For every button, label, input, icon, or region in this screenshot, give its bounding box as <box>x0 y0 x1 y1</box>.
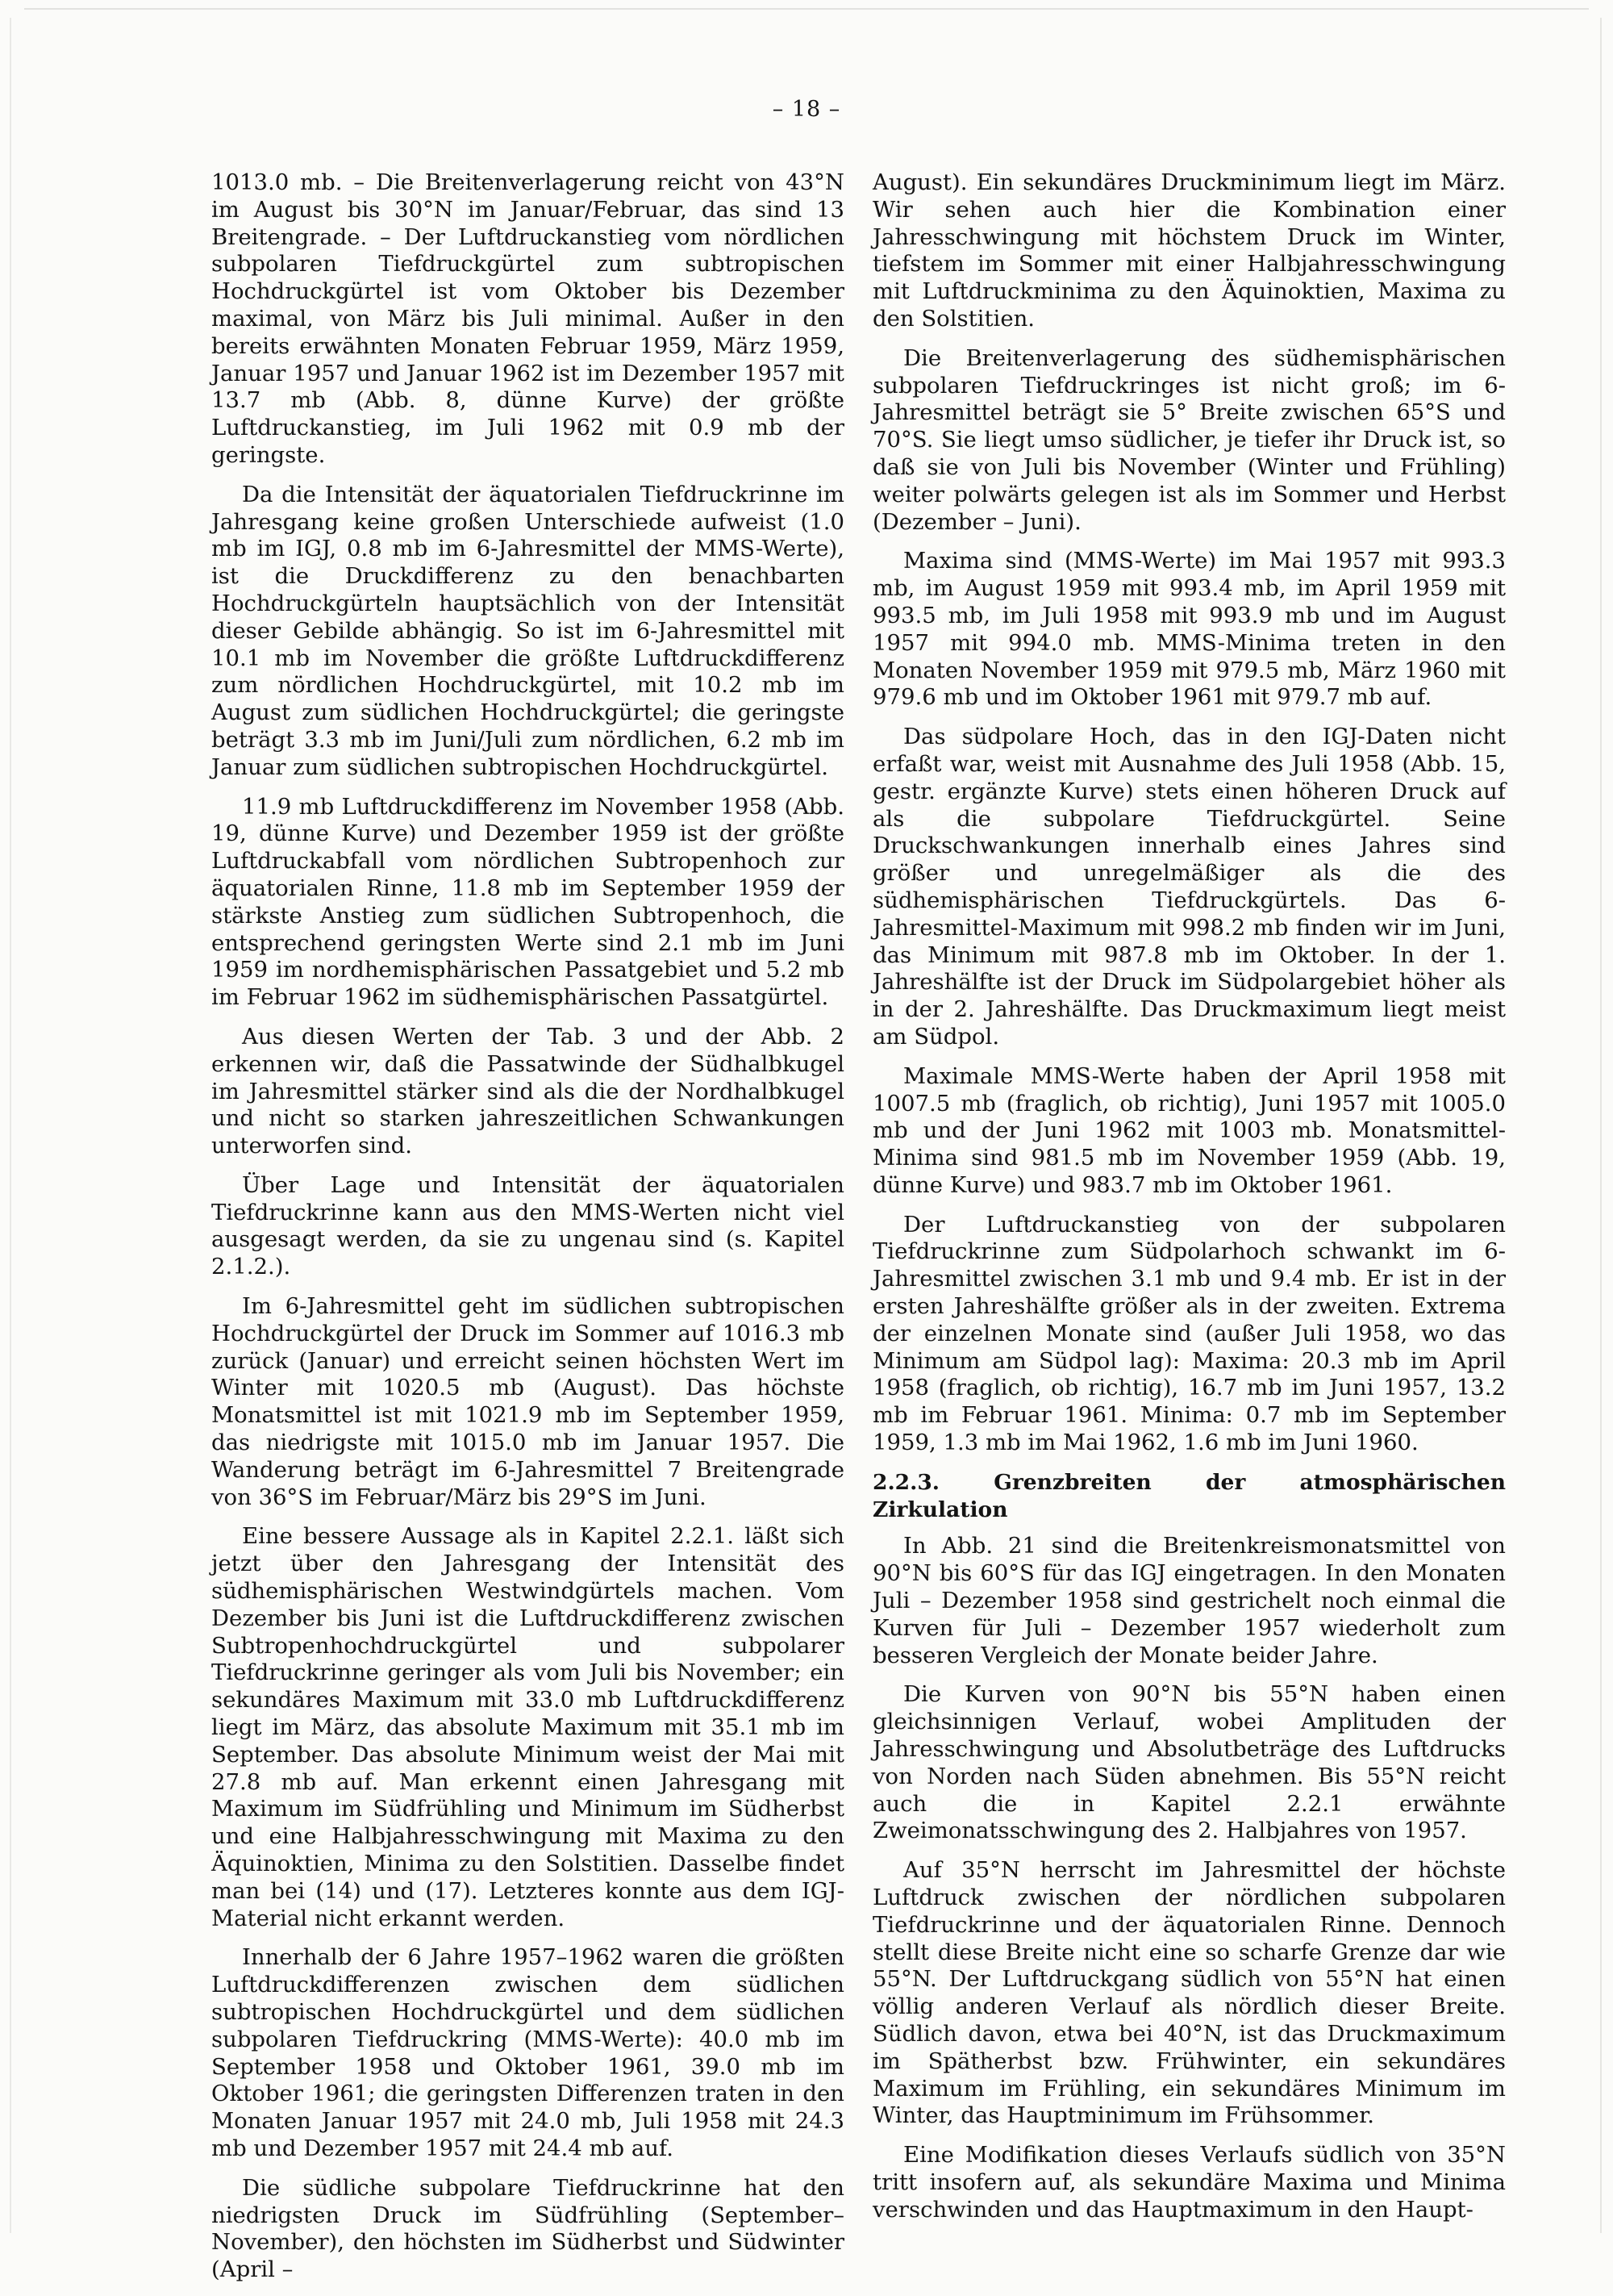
paragraph: Der Luftdruckanstieg von der subpolaren Tiefdruckrinne zum Südpolarhoch schwankt im 6-Jahresmittel zwischen 3.1 mb und 9.4 mb. Er ist in der ersten Jahreshälfte größer als in der zweiten. Extrema der einzelnen Monate sind (außer Juli 1958, wo das Minimum am Südpol lag): Maxima: 20.3 mb im April 1958 (fraglich, ob richtig), 16.7 mb im Juni 1957, 13.2 mb im Februar 1961. Minima: 0.7 mb im September 1959, 1.3 mb im Mai 1962, 1.6 mb im Juni 1960. <box>873 1211 1506 1456</box>
paragraph: 11.9 mb Luftdruckdifferenz im November 1958 (Abb. 19, dünne Kurve) und Dezember 1959 ist der größte Luftdruckabfall vom nördlichen Subtropenhoch zur äquatorialen Rinne, 11.8 mb im September 1959 der stärkste Anstieg zum südlichen Subtropenhoch, die entsprechend geringsten Werte sind 2.1 mb im Juni 1959 im nordhemisphärischen Passatgebiet und 5.2 mb im Februar 1962 im südhemisphärischen Passatgürtel. <box>211 793 844 1011</box>
paragraph: Maximale MMS-Werte haben der April 1958 mit 1007.5 mb (fraglich, ob richtig), Juni 1957 mit 1005.0 mb und der Juni 1962 mit 1003 mb. Monatsmittel-Minima sind 981.5 mb im November 1959 (Abb. 19, dünne Kurve) und 983.7 mb im Oktober 1961. <box>873 1062 1506 1198</box>
paragraph: Auf 35°N herrscht im Jahresmittel der höchste Luftdruck zwischen der nördlichen subpolaren Tiefdruckrinne und der äquatorialen Rinne. Dennoch stellt diese Breite nicht eine so scharfe Grenze dar wie 55°N. Der Luftdruckgang südlich von 55°N hat einen völlig anderen Verlauf als nördlich dieser Breite. Südlich davon, etwa bei 40°N, ist das Druckmaximum im Spätherbst bzw. Frühwinter, ein sekundäres Maximum im Frühling, ein sekundäres Minimum im Winter, das Hauptminimum im Frühsommer. <box>873 1857 1506 2129</box>
paragraph: Eine Modifikation dieses Verlaufs südlich von 35°N tritt insofern auf, als sekundäre Maxima und Minima verschwinden und das Hauptmaximum in den Haupt- <box>873 2142 1506 2223</box>
paragraph: Aus diesen Werten der Tab. 3 und der Abb. 2 erkennen wir, daß die Passatwinde der Südhalbkugel im Jahresmittel stärker sind als die der Nordhalbkugel und nicht so starken jahreszeitlichen Schwankungen unterworfen sind. <box>211 1023 844 1159</box>
paragraph: In Abb. 21 sind die Breitenkreismonatsmittel von 90°N bis 60°S für das IGJ eingetragen. In den Monaten Juli – Dezember 1958 sind gestrichelt noch einmal die Kurven für Juli – Dezember 1957 wiederholt zum besseren Vergleich der Monate beider Jahre. <box>873 1533 1506 1668</box>
paragraph: 1013.0 mb. – Die Breitenverlagerung reicht von 43°N im August bis 30°N im Januar/Februar, das sind 13 Breitengrade. – Der Luftdruckanstieg vom nördlichen subpolaren Tiefdruckgürtel zum subtropischen Hochdruckgürtel ist vom Oktober bis Dezember maximal, von März bis Juli minimal. Außer in den bereits erwähnten Monaten Februar 1959, März 1959, Januar 1957 und Januar 1962 ist im Dezember 1957 mit 13.7 mb (Abb. 8, dünne Kurve) der größte Luftdruckanstieg, im Juli 1962 mit 0.9 mb der geringste. <box>211 169 844 468</box>
paragraph: Die Breitenverlagerung des südhemisphärischen subpolaren Tiefdruckringes ist nicht groß; im 6-Jahresmittel beträgt sie 5° Breite zwischen 65°S und 70°S. Sie liegt umso südlicher, je tiefer ihr Druck ist, so daß sie von Juli bis November (Winter und Frühling) weiter polwärts gelegen ist als im Sommer und Herbst (Dezember – Juni). <box>873 344 1506 535</box>
paragraph: Eine bessere Aussage als in Kapitel 2.2.1. läßt sich jetzt über den Jahresgang der Intensität des südhemisphärischen Westwindgürtels machen. Vom Dezember bis Juni ist die Luftdruckdifferenz zwischen Subtropenhochdruckgürtel und subpolarer Tiefdruckrinne geringer als vom Juli bis November; ein sekundäres Maximum mit 33.0 mb Luftdruckdifferenz liegt im März, das absolute Maximum mit 35.1 mb im September. Das absolute Minimum weist der Mai mit 27.8 mb auf. Man erkennt einen Jahresgang mit Maximum im Südfrühling und Minimum im Südherbst und eine Halbjahresschwingung mit Maxima zu den Äquinoktien, Minima zu den Solstitien. Dasselbe findet man bei (14) und (17). Letzteres konnte aus dem IGJ-Material nicht erkannt werden. <box>211 1523 844 1931</box>
left-column <box>211 169 844 2296</box>
scan-edge-right <box>1600 18 1602 2233</box>
right-column <box>873 169 1506 2236</box>
section-heading: 2.2.3. Grenzbreiten der atmosphärischen Zirkulation <box>873 1469 1506 1522</box>
paragraph: Die südliche subpolare Tiefdruckrinne hat den niedrigsten Druck im Südfrühling (September–November), den höchsten im Südherbst und Südwinter (April – <box>211 2174 844 2283</box>
paragraph: Im 6-Jahresmittel geht im südlichen subtropischen Hochdruckgürtel der Druck im Sommer auf 1016.3 mb zurück (Januar) und erreicht seinen höchsten Wert im Winter mit 1020.5 mb (August). Das höchste Monatsmittel ist mit 1021.9 mb im September 1959, das niedrigste mit 1015.0 mb im Januar 1957. Die Wanderung beträgt im 6-Jahresmittel 7 Breitengrade von 36°S im Februar/März bis 29°S im Juni. <box>211 1293 844 1510</box>
paragraph: Innerhalb der 6 Jahre 1957–1962 waren die größten Luftdruckdifferenzen zwischen dem südlichen subtropischen Hochdruckgürtel und dem südlichen subpolaren Tiefdruckring (MMS-Werte): 40.0 mb im September 1958 und Oktober 1961, 39.0 mb im Oktober 1961; die geringsten Differenzen traten in den Monaten Januar 1957 mit 24.0 mb, Juli 1958 mit 24.3 mb und Dezember 1957 mit 24.4 mb auf. <box>211 1944 844 2161</box>
page-number: – 18 – <box>772 97 841 122</box>
paragraph: Über Lage und Intensität der äquatorialen Tiefdruckrinne kann aus den MMS-Werten nicht viel ausgesagt werden, da sie zu ungenau sind (s. Kapitel 2.1.2.). <box>211 1171 844 1280</box>
paragraph: August). Ein sekundäres Druckminimum liegt im März. Wir sehen auch hier die Kombination einer Jahresschwingung mit höchstem Druck im Winter, tiefstem im Sommer mit einer Halbjahresschwingung mit Luftdruckminima zu den Äquinoktien, Maxima zu den Solstitien. <box>873 169 1506 332</box>
paragraph: Maxima sind (MMS-Werte) im Mai 1957 mit 993.3 mb, im August 1959 mit 993.4 mb, im April 1959 mit 993.5 mb, im Juli 1958 mit 993.9 mb und im August 1957 mit 994.0 mb. MMS-Minima treten in den Monaten November 1959 mit 979.5 mb, März 1960 mit 979.6 mb und im Oktober 1961 mit 979.7 mb auf. <box>873 548 1506 711</box>
paragraph: Die Kurven von 90°N bis 55°N haben einen gleichsinnigen Verlauf, wobei Amplituden der Jahresschwingung und Absolutbeträge des Luftdrucks von Norden nach Süden abnehmen. Bis 55°N reicht auch die in Kapitel 2.2.1 erwähnte Zweimonatsschwingung des 2. Halbjahres von 1957. <box>873 1681 1506 1844</box>
paragraph: Da die Intensität der äquatorialen Tiefdruckrinne im Jahresgang keine großen Unterschiede aufweist (1.0 mb im IGJ, 0.8 mb im 6-Jahresmittel der MMS-Werte), ist die Druckdifferenz zu den benachbarten Hochdruckgürteln hauptsächlich von der Intensität dieser Gebilde abhängig. So ist im 6-Jahresmittel mit 10.1 mb im November die größte Luftdruckdifferenz zum nördlichen Hochdruckgürtel, mit 10.2 mb im August zum südlichen Hochdruckgürtel; die geringste beträgt 3.3 mb im Juni/Juli zum nördlichen, 6.2 mb im Januar zum südlichen subtropischen Hochdruckgürtel. <box>211 481 844 780</box>
scan-edge-left <box>10 18 11 2233</box>
scan-edge-top <box>24 8 1589 10</box>
paragraph: Das südpolare Hoch, das in den IGJ-Daten nicht erfaßt war, weist mit Ausnahme des Juli 1958 (Abb. 15, gestr. ergänzte Kurve) stets einen höheren Druck auf als die subpolare Tiefdruckgürtel. Seine Druckschwankungen innerhalb eines Jahres sind größer und unregelmäßiger als die des südhemisphärischen Tiefdruckgürtels. Das 6-Jahresmittel-Maximum mit 998.2 mb finden wir im Juni, das Minimum mit 987.8 mb im Oktober. In der 1. Jahreshälfte ist der Druck im Südpolargebiet höher als in der 2. Jahreshälfte. Das Druckmaximum liegt meist am Südpol. <box>873 724 1506 1050</box>
